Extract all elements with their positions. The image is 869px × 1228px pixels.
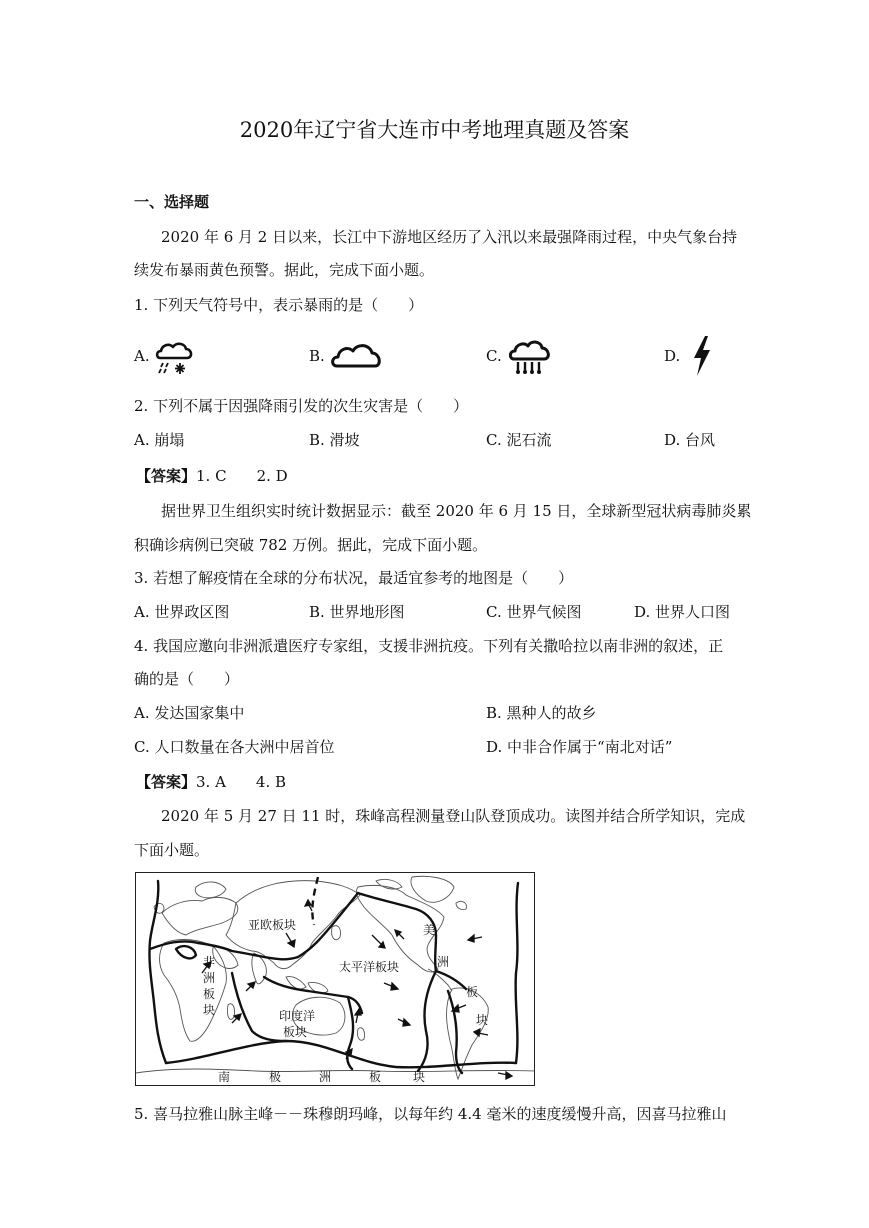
plate-map-drawing bbox=[136, 873, 535, 1086]
label-america-char-3: 板 bbox=[466, 985, 479, 999]
label-america-char-2: 洲 bbox=[437, 955, 450, 969]
label-africa-char-2: 洲 bbox=[202, 971, 215, 985]
label-america-char-4: 块 bbox=[476, 1013, 489, 1027]
question-1-option-b-letter: B. bbox=[309, 347, 325, 365]
question-2-stem: 2. 下列不属于因强降雨引发的次生灾害是（ ） bbox=[134, 397, 469, 415]
intro-1-line-1: 2020 年 6 月 2 日以来，长江中下游地区经历了入汛以来最强降雨过程，中央气象台持 bbox=[161, 228, 738, 246]
rain-snow-cloud-icon bbox=[154, 336, 198, 376]
question-1-stem: 1. 下列天气符号中，表示暴雨的是（ ） bbox=[134, 296, 424, 314]
label-indian-plate-line-2: 板块 bbox=[283, 1025, 308, 1039]
label-africa-char-3: 板 bbox=[202, 987, 215, 1001]
label-pacific-plate: 太平洋板块 bbox=[339, 960, 400, 974]
question-3-option-a: A. 世界政区图 bbox=[134, 603, 230, 621]
label-antarctic-char-1: 南 bbox=[218, 1070, 231, 1084]
label-america-char-1: 美 bbox=[423, 923, 436, 937]
answer-2 bbox=[136, 772, 286, 792]
intro-2-line-2: 积确诊病例已突破 782 万例。据此，完成下面小题。 bbox=[134, 536, 488, 554]
question-4-option-c: C. 人口数量在各大洲中居首位 bbox=[134, 738, 335, 756]
label-indian-plate-line-1: 印度洋 bbox=[279, 1009, 316, 1023]
page-title: 2020年辽宁省大连市中考地理真题及答案 bbox=[239, 118, 630, 142]
question-1-option-d-letter: D. bbox=[664, 347, 681, 365]
label-antarctic-char-4: 板 bbox=[369, 1070, 382, 1084]
label-antarctic-char-5: 块 bbox=[413, 1070, 426, 1084]
question-2-option-d: D. 台风 bbox=[664, 431, 716, 449]
answer-text: 3. A 4. B bbox=[196, 773, 287, 791]
label-antarctic-char-3: 洲 bbox=[319, 1070, 332, 1084]
question-4-stem-line-1: 4. 我国应邀向非洲派遣医疗专家组，支援非洲抗疫。下列有关撒哈拉以南非洲的叙述，正 bbox=[134, 637, 724, 655]
answer-text: 1. C 2. D bbox=[196, 467, 288, 485]
question-5-stem-line-1: 5. 喜马拉雅山脉主峰－－珠穆朗玛峰，以每年约 4.4 毫米的速度缓慢升高，因喜马拉雅山 bbox=[134, 1105, 727, 1123]
question-2-option-a: A. 崩塌 bbox=[134, 431, 185, 449]
question-4-option-a: A. 发达国家集中 bbox=[134, 704, 245, 722]
question-2-option-b: B. 滑坡 bbox=[309, 431, 360, 449]
label-africa-char-4: 块 bbox=[202, 1003, 215, 1017]
question-4-option-d: D. 中非合作属于“南北对话” bbox=[486, 738, 673, 756]
intro-3-line-1: 2020 年 5 月 27 日 11 时，珠峰高程测量登山队登顶成功。读图并结合所学知识，完成 bbox=[161, 807, 746, 825]
answer-label: 【答案】 bbox=[136, 773, 197, 791]
question-4-stem-line-2: 确的是（ ） bbox=[134, 670, 240, 688]
intro-2-line-1: 据世界卫生组织实时统计数据显示：截至 2020 年 6 月 15 日，全球新型冠状病毒肺炎累 bbox=[161, 502, 752, 520]
question-3-option-c: C. 世界气候图 bbox=[486, 603, 582, 621]
heavy-rain-cloud-icon bbox=[508, 336, 554, 376]
intro-1-line-2: 续发布暴雨黄色预警。据此，完成下面小题。 bbox=[134, 261, 435, 279]
answer-label: 【答案】 bbox=[136, 467, 197, 485]
cloud-icon bbox=[330, 340, 384, 372]
section-heading: 一、选择题 bbox=[134, 193, 210, 211]
answer-1 bbox=[136, 466, 288, 486]
label-eurasian-plate: 亚欧板块 bbox=[248, 918, 297, 932]
question-3-stem: 3. 若想了解疫情在全球的分布状况，最适宜参考的地图是（ ） bbox=[134, 569, 574, 587]
question-3-option-d: D. 世界人口图 bbox=[634, 603, 731, 621]
question-4-option-b: B. 黑种人的故乡 bbox=[486, 704, 597, 722]
lightning-icon bbox=[690, 334, 714, 378]
plate-tectonics-map bbox=[135, 872, 535, 1086]
question-1-option-a-letter: A. bbox=[134, 347, 150, 365]
question-3-option-b: B. 世界地形图 bbox=[309, 603, 405, 621]
question-2-option-c: C. 泥石流 bbox=[486, 431, 552, 449]
label-africa-char-1: 非 bbox=[202, 955, 215, 969]
intro-3-line-2: 下面小题。 bbox=[134, 841, 210, 859]
label-antarctic-char-2: 极 bbox=[269, 1070, 282, 1084]
question-1-option-c-letter: C. bbox=[486, 347, 502, 365]
